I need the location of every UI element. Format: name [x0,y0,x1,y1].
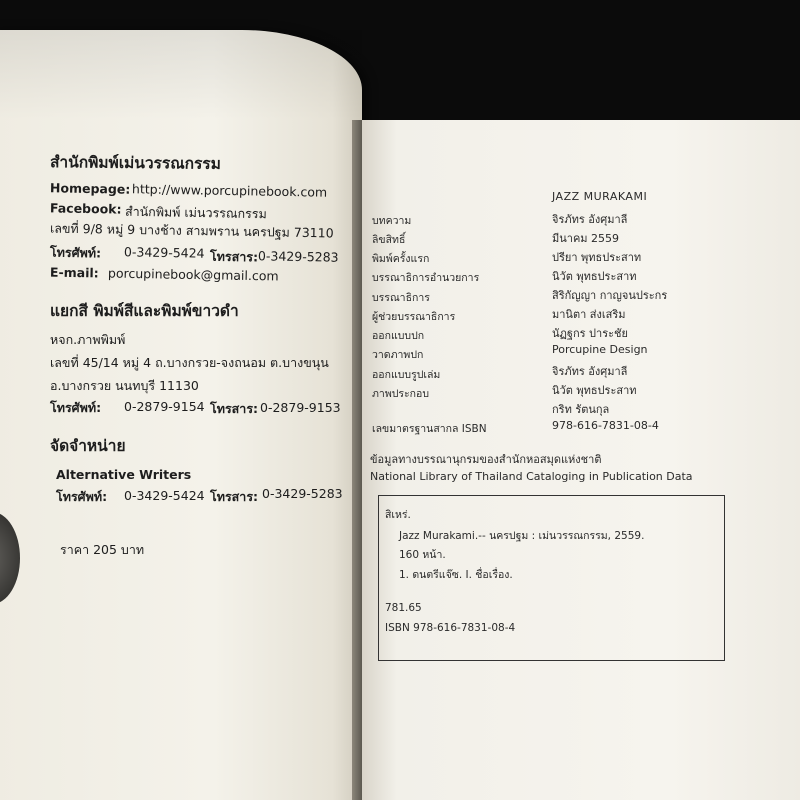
printer-address-line1: เลขที่ 45/14 หมู่ 4 ถ.บางกรวย-จงถนอม ต.บางขนุน [50,355,329,370]
cip-isbn: ISBN 978-616-7831-08-4 [385,622,516,634]
phone-label: โทรศัพท์: [49,244,102,261]
credit-role: ลิขสิทธิ์ [372,234,406,246]
distributor-phone-label: โทรศัพท์: [56,489,108,504]
homepage-link: http://www.porcupinebook.com [131,181,328,200]
credit-role: ผู้ช่วยบรรณาธิการ [372,311,456,323]
printing-heading: แยกสี พิมพ์สีและพิมพ์ขาวดำ [50,302,239,320]
isbn-label: เลขมาตรฐานสากล ISBN [372,423,487,435]
cip-class-number: 781.65 [385,602,422,614]
distributor-fax-label: โทรสาร: [210,489,259,504]
credit-role: บทความ [372,215,412,227]
publisher-address: เลขที่ 9/8 หมู่ 9 บางช้าง สามพราน นครปฐม 73110 [49,220,334,241]
cip-subjects: 1. ดนตรีแจ๊ซ. I. ชื่อเรื่อง. [399,569,513,581]
credit-name: นิวัต พุทธประสาท [552,270,637,283]
credit-name: ปรียา พุทธประสาท [552,251,642,264]
distribution-heading: จัดจำหน่าย [50,437,126,455]
fax-value: 0-3429-5283 [257,248,339,265]
fax-label: โทรสาร: [209,248,259,265]
credit-role: บรรณาธิการ [372,292,430,304]
cip-author: สิเหร่. [385,509,411,521]
price: ราคา 205 บาท [60,542,145,557]
distributor-name: Alternative Writers [56,467,192,482]
facebook-label: Facebook: [49,200,122,217]
email-label: E-mail: [49,264,99,281]
cip-title-line: Jazz Murakami.-- นครปฐม : เม่นวรรณกรรม, 2559. [399,530,645,542]
credit-role: ภาพประกอบ [372,388,430,400]
printer-name: หจก.ภาพพิมพ์ [50,332,126,347]
credit-name: กริท รัตนกุล [552,403,610,416]
credit-name: มีนาคม 2559 [552,232,620,245]
credit-name: นัฏฐกร ปาระชัย [552,327,628,340]
printer-phone-label: โทรศัพท์: [50,400,102,415]
credit-name: สิริกัญญา กาญจนประกร [552,289,668,302]
printer-phone-value: 0-2879-9154 [124,399,205,414]
credit-name: จิรภัทร อังศุมาลี [552,213,628,226]
credit-name: จิรภัทร อังศุมาลี [552,365,628,378]
cip-heading-th: ข้อมูลทางบรรณานุกรมของสำนักหอสมุดแห่งชาติ [370,453,602,466]
publisher-name: สำนักพิมพ์เม่นวรรณกรรม [49,153,221,173]
distributor-phone-value: 0-3429-5424 [124,488,205,503]
cip-heading-en: National Library of Thailand Cataloging in Publication Data [370,470,693,483]
phone-value: 0-3429-5424 [123,244,205,261]
credit-name: Porcupine Design [552,343,648,356]
printer-address-line2: อ.บางกรวย นนทบุรี 11130 [50,378,199,393]
homepage-label: Homepage: [49,180,131,197]
facebook-value: สำนักพิมพ์ เม่นวรรณกรรม [124,203,267,222]
credit-role: ออกแบบรูปเล่ม [372,369,441,381]
printer-fax-value: 0-2879-9153 [260,400,341,415]
credit-name: นิวัต พุทธประสาท [552,384,637,397]
isbn-value: 978-616-7831-08-4 [552,419,659,432]
book-title: JAZZ MURAKAMI [552,190,648,203]
credit-role: วาดภาพปก [372,349,424,361]
credit-role: ออกแบบปก [372,330,425,342]
printer-fax-label: โทรสาร: [210,401,259,416]
cip-pages: 160 หน้า. [399,549,446,561]
email-value: porcupinebook@gmail.com [107,265,279,284]
distributor-fax-value: 0-3429-5283 [262,486,343,501]
credit-role: บรรณาธิการอำนวยการ [372,272,480,284]
credit-role: พิมพ์ครั้งแรก [372,253,430,265]
credit-name: มานิตา ส่งเสริม [552,308,626,321]
